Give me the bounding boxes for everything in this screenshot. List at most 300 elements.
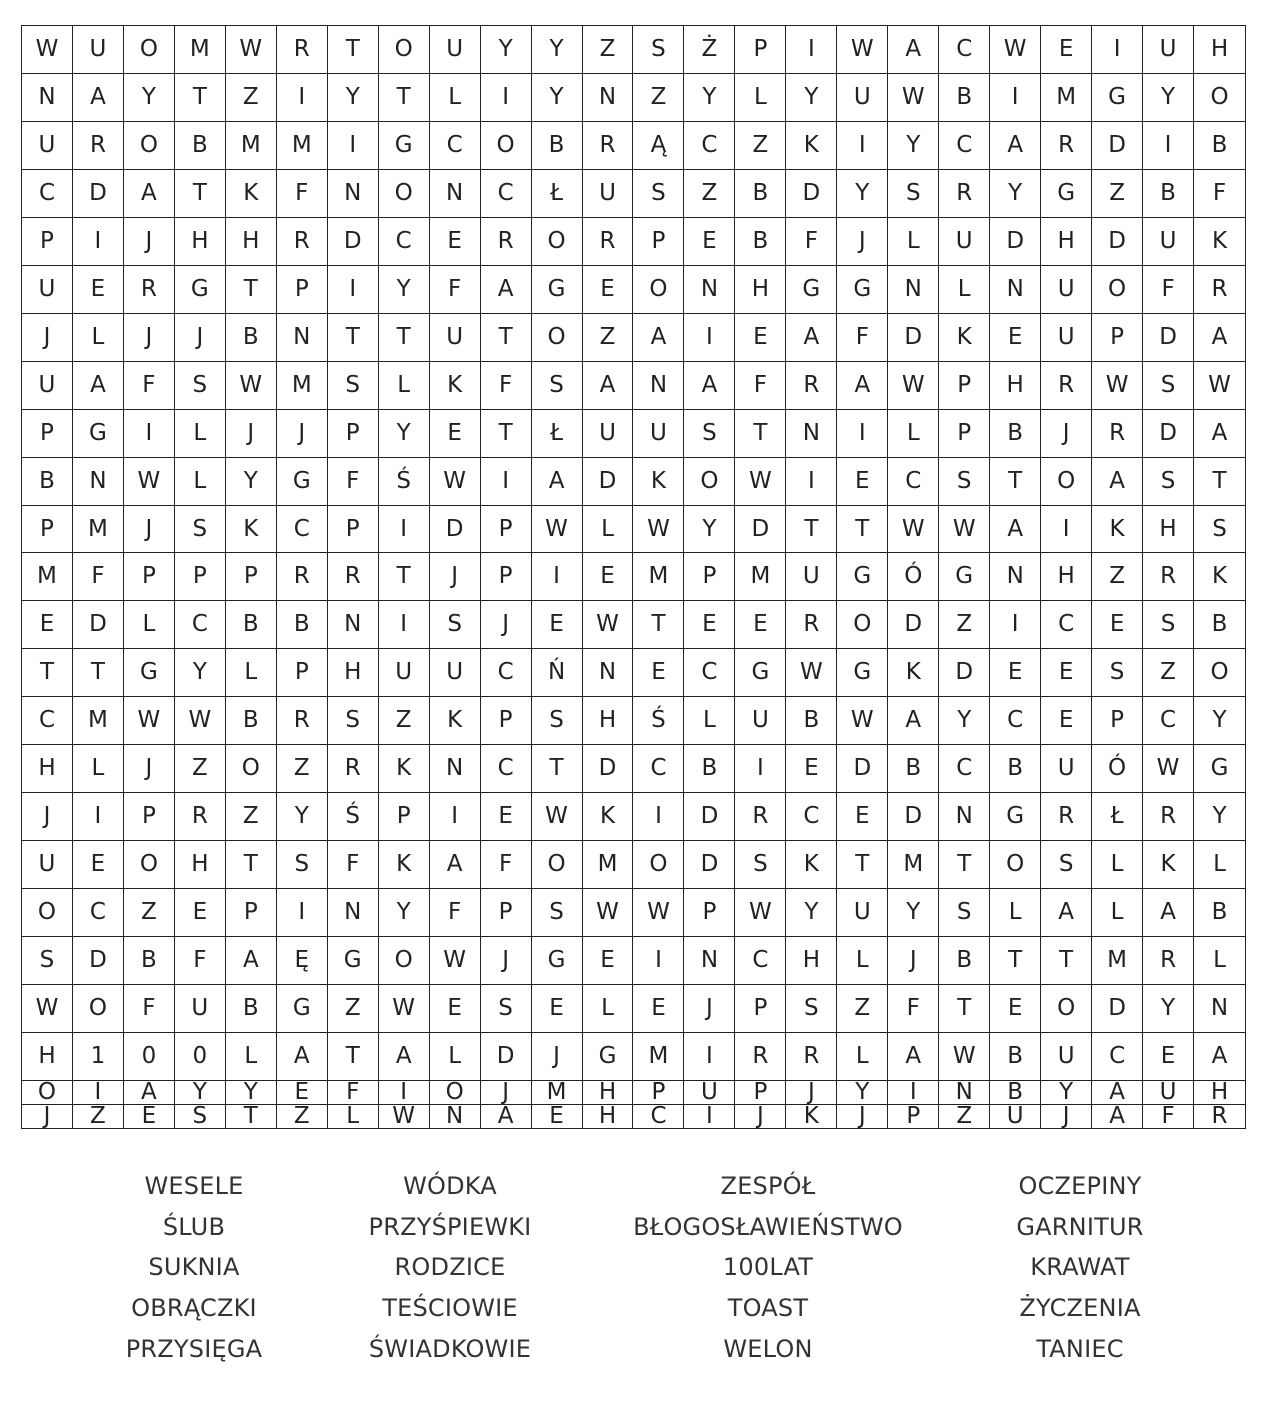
grid-cell[interactable]: O (430, 1081, 481, 1105)
grid-cell[interactable]: U (583, 170, 634, 218)
grid-cell[interactable]: Z (1092, 553, 1143, 601)
grid-cell[interactable]: E (430, 410, 481, 458)
grid-cell[interactable]: K (379, 745, 430, 793)
grid-cell[interactable]: C (1143, 697, 1194, 745)
grid-cell[interactable]: A (481, 266, 532, 314)
grid-cell[interactable]: E (735, 314, 786, 362)
grid-cell[interactable]: E (583, 553, 634, 601)
grid-cell[interactable]: A (73, 74, 124, 122)
grid-cell[interactable]: Z (939, 1105, 990, 1128)
grid-cell[interactable]: N (277, 314, 328, 362)
grid-cell[interactable]: Y (379, 889, 430, 937)
grid-cell[interactable]: F (328, 841, 379, 889)
grid-cell[interactable]: D (73, 937, 124, 985)
grid-cell[interactable]: Z (1143, 649, 1194, 697)
grid-cell[interactable]: G (735, 649, 786, 697)
grid-cell[interactable]: U (684, 1081, 735, 1105)
grid-cell[interactable]: Y (277, 793, 328, 841)
grid-cell[interactable]: A (532, 458, 583, 506)
grid-cell[interactable]: E (990, 649, 1041, 697)
grid-cell[interactable]: F (277, 170, 328, 218)
grid-cell[interactable]: T (786, 506, 837, 554)
grid-cell[interactable]: E (990, 985, 1041, 1033)
grid-cell[interactable]: S (481, 985, 532, 1033)
grid-cell[interactable]: E (684, 601, 735, 649)
grid-cell[interactable]: T (939, 985, 990, 1033)
grid-cell[interactable]: G (175, 266, 226, 314)
grid-cell[interactable]: H (175, 218, 226, 266)
grid-cell[interactable]: Y (124, 74, 175, 122)
grid-cell[interactable]: O (837, 601, 888, 649)
grid-cell[interactable]: P (481, 553, 532, 601)
grid-cell[interactable]: H (22, 745, 73, 793)
grid-cell[interactable]: 0 (124, 1033, 175, 1081)
grid-cell[interactable]: E (430, 218, 481, 266)
grid-cell[interactable]: N (684, 266, 735, 314)
grid-cell[interactable]: J (481, 601, 532, 649)
grid-cell[interactable]: Z (583, 26, 634, 74)
grid-cell[interactable]: S (175, 506, 226, 554)
grid-cell[interactable]: W (888, 506, 939, 554)
grid-cell[interactable]: A (684, 362, 735, 410)
grid-cell[interactable]: W (583, 889, 634, 937)
grid-cell[interactable]: N (939, 793, 990, 841)
grid-cell[interactable]: T (379, 314, 430, 362)
grid-cell[interactable]: C (633, 745, 684, 793)
grid-cell[interactable]: W (990, 26, 1041, 74)
grid-cell[interactable]: H (1194, 26, 1245, 74)
grid-cell[interactable]: C (633, 1105, 684, 1128)
grid-cell[interactable]: W (888, 74, 939, 122)
grid-cell[interactable]: I (277, 889, 328, 937)
grid-cell[interactable]: P (226, 553, 277, 601)
grid-cell[interactable]: W (22, 26, 73, 74)
grid-cell[interactable]: A (379, 1033, 430, 1081)
grid-cell[interactable]: Z (379, 697, 430, 745)
grid-cell[interactable]: J (837, 1105, 888, 1128)
grid-cell[interactable]: I (1143, 122, 1194, 170)
grid-cell[interactable]: A (73, 362, 124, 410)
grid-cell[interactable]: P (175, 553, 226, 601)
grid-cell[interactable]: A (226, 937, 277, 985)
grid-cell[interactable]: W (837, 697, 888, 745)
grid-cell[interactable]: R (328, 745, 379, 793)
grid-cell[interactable]: M (1092, 937, 1143, 985)
grid-cell[interactable]: Z (175, 745, 226, 793)
grid-cell[interactable]: J (22, 793, 73, 841)
grid-cell[interactable]: S (1143, 362, 1194, 410)
grid-cell[interactable]: I (1041, 506, 1092, 554)
grid-cell[interactable]: B (226, 601, 277, 649)
grid-cell[interactable]: W (939, 506, 990, 554)
grid-cell[interactable]: N (939, 1081, 990, 1105)
grid-cell[interactable]: P (22, 506, 73, 554)
grid-cell[interactable]: G (532, 266, 583, 314)
grid-cell[interactable]: O (481, 122, 532, 170)
grid-cell[interactable]: D (481, 1033, 532, 1081)
grid-cell[interactable]: C (481, 745, 532, 793)
grid-cell[interactable]: N (430, 745, 481, 793)
grid-cell[interactable]: P (328, 506, 379, 554)
grid-cell[interactable]: N (328, 601, 379, 649)
grid-cell[interactable]: W (837, 26, 888, 74)
grid-cell[interactable]: O (1092, 266, 1143, 314)
grid-cell[interactable]: L (837, 937, 888, 985)
grid-cell[interactable]: R (735, 1033, 786, 1081)
grid-cell[interactable]: D (583, 745, 634, 793)
grid-cell[interactable]: S (735, 841, 786, 889)
grid-cell[interactable]: K (1194, 553, 1245, 601)
grid-cell[interactable]: M (73, 506, 124, 554)
grid-cell[interactable]: Z (684, 170, 735, 218)
grid-cell[interactable]: M (583, 841, 634, 889)
grid-cell[interactable]: N (430, 1105, 481, 1128)
grid-cell[interactable]: P (22, 410, 73, 458)
grid-cell[interactable]: D (837, 745, 888, 793)
grid-cell[interactable]: 1 (73, 1033, 124, 1081)
grid-cell[interactable]: S (1143, 458, 1194, 506)
grid-cell[interactable]: Y (1194, 697, 1245, 745)
grid-cell[interactable]: A (990, 506, 1041, 554)
grid-cell[interactable]: E (1041, 697, 1092, 745)
grid-cell[interactable]: A (1143, 889, 1194, 937)
grid-cell[interactable]: I (277, 74, 328, 122)
grid-cell[interactable]: U (837, 889, 888, 937)
grid-cell[interactable]: F (124, 362, 175, 410)
grid-cell[interactable]: O (379, 26, 430, 74)
grid-cell[interactable]: Z (1092, 170, 1143, 218)
grid-cell[interactable]: J (481, 1081, 532, 1105)
grid-cell[interactable]: Ś (379, 458, 430, 506)
grid-cell[interactable]: C (73, 889, 124, 937)
grid-cell[interactable]: R (1041, 793, 1092, 841)
grid-cell[interactable]: R (1092, 410, 1143, 458)
grid-cell[interactable]: I (990, 74, 1041, 122)
grid-cell[interactable]: I (888, 1081, 939, 1105)
grid-cell[interactable]: Z (124, 889, 175, 937)
grid-cell[interactable]: I (430, 793, 481, 841)
grid-cell[interactable]: J (124, 218, 175, 266)
grid-cell[interactable]: K (379, 841, 430, 889)
grid-cell[interactable]: U (430, 26, 481, 74)
grid-cell[interactable]: R (786, 601, 837, 649)
grid-cell[interactable]: R (786, 362, 837, 410)
grid-cell[interactable]: B (1194, 889, 1245, 937)
grid-cell[interactable]: P (481, 697, 532, 745)
grid-cell[interactable]: E (837, 793, 888, 841)
grid-cell[interactable]: D (1092, 122, 1143, 170)
grid-cell[interactable]: A (1092, 1081, 1143, 1105)
grid-cell[interactable]: U (22, 841, 73, 889)
grid-cell[interactable]: H (175, 841, 226, 889)
grid-cell[interactable]: Z (226, 74, 277, 122)
grid-cell[interactable]: T (328, 314, 379, 362)
grid-cell[interactable]: S (532, 697, 583, 745)
grid-cell[interactable]: A (481, 1105, 532, 1128)
grid-cell[interactable]: O (1041, 458, 1092, 506)
grid-cell[interactable]: U (22, 362, 73, 410)
grid-cell[interactable]: D (583, 458, 634, 506)
grid-cell[interactable]: R (277, 218, 328, 266)
grid-cell[interactable]: L (328, 1105, 379, 1128)
grid-cell[interactable]: E (1092, 601, 1143, 649)
grid-cell[interactable]: L (73, 314, 124, 362)
grid-cell[interactable]: R (277, 26, 328, 74)
grid-cell[interactable]: C (481, 649, 532, 697)
grid-cell[interactable]: K (1092, 506, 1143, 554)
grid-cell[interactable]: E (532, 601, 583, 649)
grid-cell[interactable]: T (633, 601, 684, 649)
grid-cell[interactable]: H (226, 218, 277, 266)
grid-cell[interactable]: L (583, 985, 634, 1033)
grid-cell[interactable]: G (1092, 74, 1143, 122)
grid-cell[interactable]: T (226, 1105, 277, 1128)
grid-cell[interactable]: E (430, 985, 481, 1033)
grid-cell[interactable]: E (532, 985, 583, 1033)
grid-cell[interactable]: J (888, 937, 939, 985)
grid-cell[interactable]: B (226, 697, 277, 745)
grid-cell[interactable]: O (633, 266, 684, 314)
grid-cell[interactable]: I (481, 458, 532, 506)
grid-cell[interactable]: K (430, 697, 481, 745)
grid-cell[interactable]: O (532, 314, 583, 362)
grid-cell[interactable]: M (73, 697, 124, 745)
grid-cell[interactable]: Z (226, 793, 277, 841)
grid-cell[interactable]: E (73, 266, 124, 314)
grid-cell[interactable]: W (735, 458, 786, 506)
grid-cell[interactable]: I (73, 1081, 124, 1105)
grid-cell[interactable]: K (226, 506, 277, 554)
grid-cell[interactable]: E (633, 985, 684, 1033)
grid-cell[interactable]: D (1092, 218, 1143, 266)
grid-cell[interactable]: I (1092, 26, 1143, 74)
grid-cell[interactable]: F (430, 266, 481, 314)
grid-cell[interactable]: Ś (328, 793, 379, 841)
grid-cell[interactable]: B (684, 745, 735, 793)
grid-cell[interactable]: P (735, 1081, 786, 1105)
grid-cell[interactable]: N (73, 458, 124, 506)
grid-cell[interactable]: E (583, 937, 634, 985)
grid-cell[interactable]: S (633, 26, 684, 74)
grid-cell[interactable]: U (1143, 26, 1194, 74)
grid-cell[interactable]: M (888, 841, 939, 889)
grid-cell[interactable]: Y (175, 649, 226, 697)
grid-cell[interactable]: D (888, 601, 939, 649)
grid-cell[interactable]: J (786, 1081, 837, 1105)
grid-cell[interactable]: E (1041, 649, 1092, 697)
grid-cell[interactable]: P (633, 218, 684, 266)
grid-cell[interactable]: W (939, 1033, 990, 1081)
grid-cell[interactable]: C (481, 170, 532, 218)
grid-cell[interactable]: N (786, 410, 837, 458)
grid-cell[interactable]: J (684, 985, 735, 1033)
grid-cell[interactable]: E (1143, 1033, 1194, 1081)
grid-cell[interactable]: L (1194, 937, 1245, 985)
grid-cell[interactable]: L (735, 74, 786, 122)
grid-cell[interactable]: E (481, 793, 532, 841)
grid-cell[interactable]: I (684, 1033, 735, 1081)
grid-cell[interactable]: O (22, 889, 73, 937)
grid-cell[interactable]: A (1194, 314, 1245, 362)
grid-cell[interactable]: K (633, 458, 684, 506)
grid-cell[interactable]: B (226, 985, 277, 1033)
grid-cell[interactable]: I (735, 745, 786, 793)
grid-cell[interactable]: Y (786, 74, 837, 122)
grid-cell[interactable]: M (532, 1081, 583, 1105)
grid-cell[interactable]: C (939, 122, 990, 170)
grid-cell[interactable]: Ł (532, 410, 583, 458)
grid-cell[interactable]: N (583, 649, 634, 697)
grid-cell[interactable]: W (735, 889, 786, 937)
grid-cell[interactable]: O (73, 985, 124, 1033)
grid-cell[interactable]: D (328, 218, 379, 266)
grid-cell[interactable]: B (175, 122, 226, 170)
grid-cell[interactable]: M (175, 26, 226, 74)
grid-cell[interactable]: Ł (1092, 793, 1143, 841)
grid-cell[interactable]: P (124, 553, 175, 601)
grid-cell[interactable]: O (124, 122, 175, 170)
grid-cell[interactable]: S (532, 889, 583, 937)
grid-cell[interactable]: B (990, 410, 1041, 458)
grid-cell[interactable]: G (990, 793, 1041, 841)
grid-cell[interactable]: H (328, 649, 379, 697)
grid-cell[interactable]: W (379, 985, 430, 1033)
grid-cell[interactable]: A (633, 314, 684, 362)
grid-cell[interactable]: L (837, 1033, 888, 1081)
grid-cell[interactable]: W (430, 937, 481, 985)
grid-cell[interactable]: U (735, 697, 786, 745)
grid-cell[interactable]: M (633, 1033, 684, 1081)
grid-cell[interactable]: S (328, 697, 379, 745)
grid-cell[interactable]: Y (1143, 985, 1194, 1033)
grid-cell[interactable]: O (379, 170, 430, 218)
grid-cell[interactable]: Y (328, 74, 379, 122)
grid-cell[interactable]: R (328, 553, 379, 601)
grid-cell[interactable]: B (1194, 122, 1245, 170)
grid-cell[interactable]: D (888, 314, 939, 362)
grid-cell[interactable]: R (1143, 937, 1194, 985)
grid-cell[interactable]: R (583, 218, 634, 266)
grid-cell[interactable]: I (786, 458, 837, 506)
grid-cell[interactable]: C (175, 601, 226, 649)
grid-cell[interactable]: S (328, 362, 379, 410)
grid-cell[interactable]: G (1041, 170, 1092, 218)
grid-cell[interactable]: P (684, 553, 735, 601)
grid-cell[interactable]: E (684, 218, 735, 266)
grid-cell[interactable]: R (939, 170, 990, 218)
grid-cell[interactable]: G (328, 937, 379, 985)
grid-cell[interactable]: K (1143, 841, 1194, 889)
grid-cell[interactable]: L (430, 74, 481, 122)
grid-cell[interactable]: 0 (175, 1033, 226, 1081)
grid-cell[interactable]: C (684, 649, 735, 697)
grid-cell[interactable]: G (837, 266, 888, 314)
grid-cell[interactable]: T (22, 649, 73, 697)
grid-cell[interactable]: H (583, 697, 634, 745)
grid-cell[interactable]: O (532, 218, 583, 266)
grid-cell[interactable]: L (684, 697, 735, 745)
grid-cell[interactable]: N (328, 889, 379, 937)
grid-cell[interactable]: F (481, 362, 532, 410)
grid-cell[interactable]: R (175, 793, 226, 841)
grid-cell[interactable]: U (73, 26, 124, 74)
grid-cell[interactable]: C (939, 745, 990, 793)
grid-cell[interactable]: F (175, 937, 226, 985)
grid-cell[interactable]: S (684, 410, 735, 458)
grid-cell[interactable]: P (1092, 697, 1143, 745)
grid-cell[interactable]: U (1143, 218, 1194, 266)
grid-cell[interactable]: D (684, 793, 735, 841)
grid-cell[interactable]: N (684, 937, 735, 985)
grid-cell[interactable]: W (175, 697, 226, 745)
grid-cell[interactable]: T (1041, 937, 1092, 985)
grid-cell[interactable]: L (939, 266, 990, 314)
grid-cell[interactable]: O (22, 1081, 73, 1105)
grid-cell[interactable]: O (1194, 74, 1245, 122)
grid-cell[interactable]: Y (379, 410, 430, 458)
grid-cell[interactable]: S (1041, 841, 1092, 889)
grid-cell[interactable]: E (786, 745, 837, 793)
grid-cell[interactable]: C (939, 26, 990, 74)
grid-cell[interactable]: J (532, 1033, 583, 1081)
grid-cell[interactable]: B (888, 745, 939, 793)
grid-cell[interactable]: C (786, 793, 837, 841)
grid-cell[interactable]: E (837, 458, 888, 506)
grid-cell[interactable]: J (430, 553, 481, 601)
grid-cell[interactable]: R (1194, 266, 1245, 314)
grid-cell[interactable]: J (1041, 1105, 1092, 1128)
grid-cell[interactable]: N (990, 266, 1041, 314)
grid-cell[interactable]: Y (786, 889, 837, 937)
grid-cell[interactable]: D (430, 506, 481, 554)
grid-cell[interactable]: J (481, 937, 532, 985)
grid-cell[interactable]: S (175, 362, 226, 410)
grid-cell[interactable]: B (990, 745, 1041, 793)
grid-cell[interactable]: D (73, 601, 124, 649)
grid-cell[interactable]: T (226, 266, 277, 314)
grid-cell[interactable]: A (583, 362, 634, 410)
grid-cell[interactable]: Z (277, 745, 328, 793)
grid-cell[interactable]: W (532, 793, 583, 841)
grid-cell[interactable]: U (1041, 314, 1092, 362)
grid-cell[interactable]: O (379, 937, 430, 985)
grid-cell[interactable]: E (532, 1105, 583, 1128)
grid-cell[interactable]: L (583, 506, 634, 554)
grid-cell[interactable]: E (175, 889, 226, 937)
grid-cell[interactable]: U (1041, 1033, 1092, 1081)
grid-cell[interactable]: L (888, 410, 939, 458)
grid-cell[interactable]: F (1194, 170, 1245, 218)
grid-cell[interactable]: L (73, 745, 124, 793)
grid-cell[interactable]: P (226, 889, 277, 937)
grid-cell[interactable]: U (1041, 266, 1092, 314)
grid-cell[interactable]: C (379, 218, 430, 266)
grid-cell[interactable]: R (735, 793, 786, 841)
grid-cell[interactable]: I (73, 793, 124, 841)
grid-cell[interactable]: P (939, 362, 990, 410)
grid-cell[interactable]: Ń (532, 649, 583, 697)
grid-cell[interactable]: F (1143, 1105, 1194, 1128)
grid-cell[interactable]: L (175, 410, 226, 458)
grid-cell[interactable]: E (1041, 26, 1092, 74)
grid-cell[interactable]: S (175, 1105, 226, 1128)
grid-cell[interactable]: S (786, 985, 837, 1033)
grid-cell[interactable]: H (1041, 553, 1092, 601)
grid-cell[interactable]: U (1041, 745, 1092, 793)
grid-cell[interactable]: F (735, 362, 786, 410)
grid-cell[interactable]: U (939, 218, 990, 266)
grid-cell[interactable]: Y (532, 26, 583, 74)
